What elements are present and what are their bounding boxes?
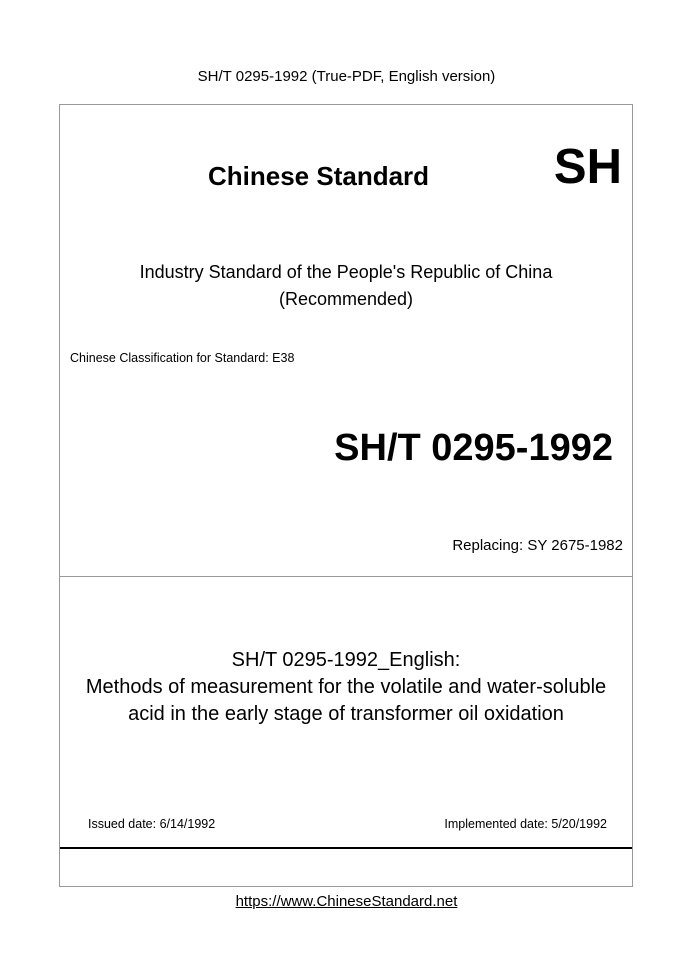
document-header-title: SH/T 0295-1992 (True-PDF, English version) xyxy=(197,68,496,85)
cover-title-section xyxy=(60,577,632,848)
cover-bottom-bar xyxy=(60,848,632,887)
industry-line-1: Industry Standard of the People's Republic of China xyxy=(139,262,553,282)
industry-line-2: (Recommended) xyxy=(278,289,414,309)
english-title-line-1: SH/T 0295-1992_English: xyxy=(231,649,461,671)
issued-date: Issued date: 6/14/1992 xyxy=(88,817,216,831)
implemented-date: Implemented date: 5/20/1992 xyxy=(444,817,607,831)
standard-number: SH/T 0295-1992 xyxy=(334,427,613,469)
cover-main-section xyxy=(60,105,632,577)
english-title-line-3: acid in the early stage of transformer oil oxidation xyxy=(128,703,564,725)
english-title xyxy=(60,647,632,728)
cover-frame xyxy=(59,104,633,887)
chinese-standard-heading: Chinese Standard xyxy=(208,161,430,191)
english-title-line-2: Methods of measurement for the volatile and water-soluble xyxy=(85,676,607,698)
replacing-text: Replacing: SY 2675-1982 xyxy=(452,537,623,554)
classification-text: Chinese Classification for Standard: E38 xyxy=(70,351,295,365)
website-link[interactable]: https://www.ChineseStandard.net xyxy=(235,893,458,910)
industry-standard-text xyxy=(60,259,632,313)
sh-mark: SH xyxy=(553,140,622,194)
